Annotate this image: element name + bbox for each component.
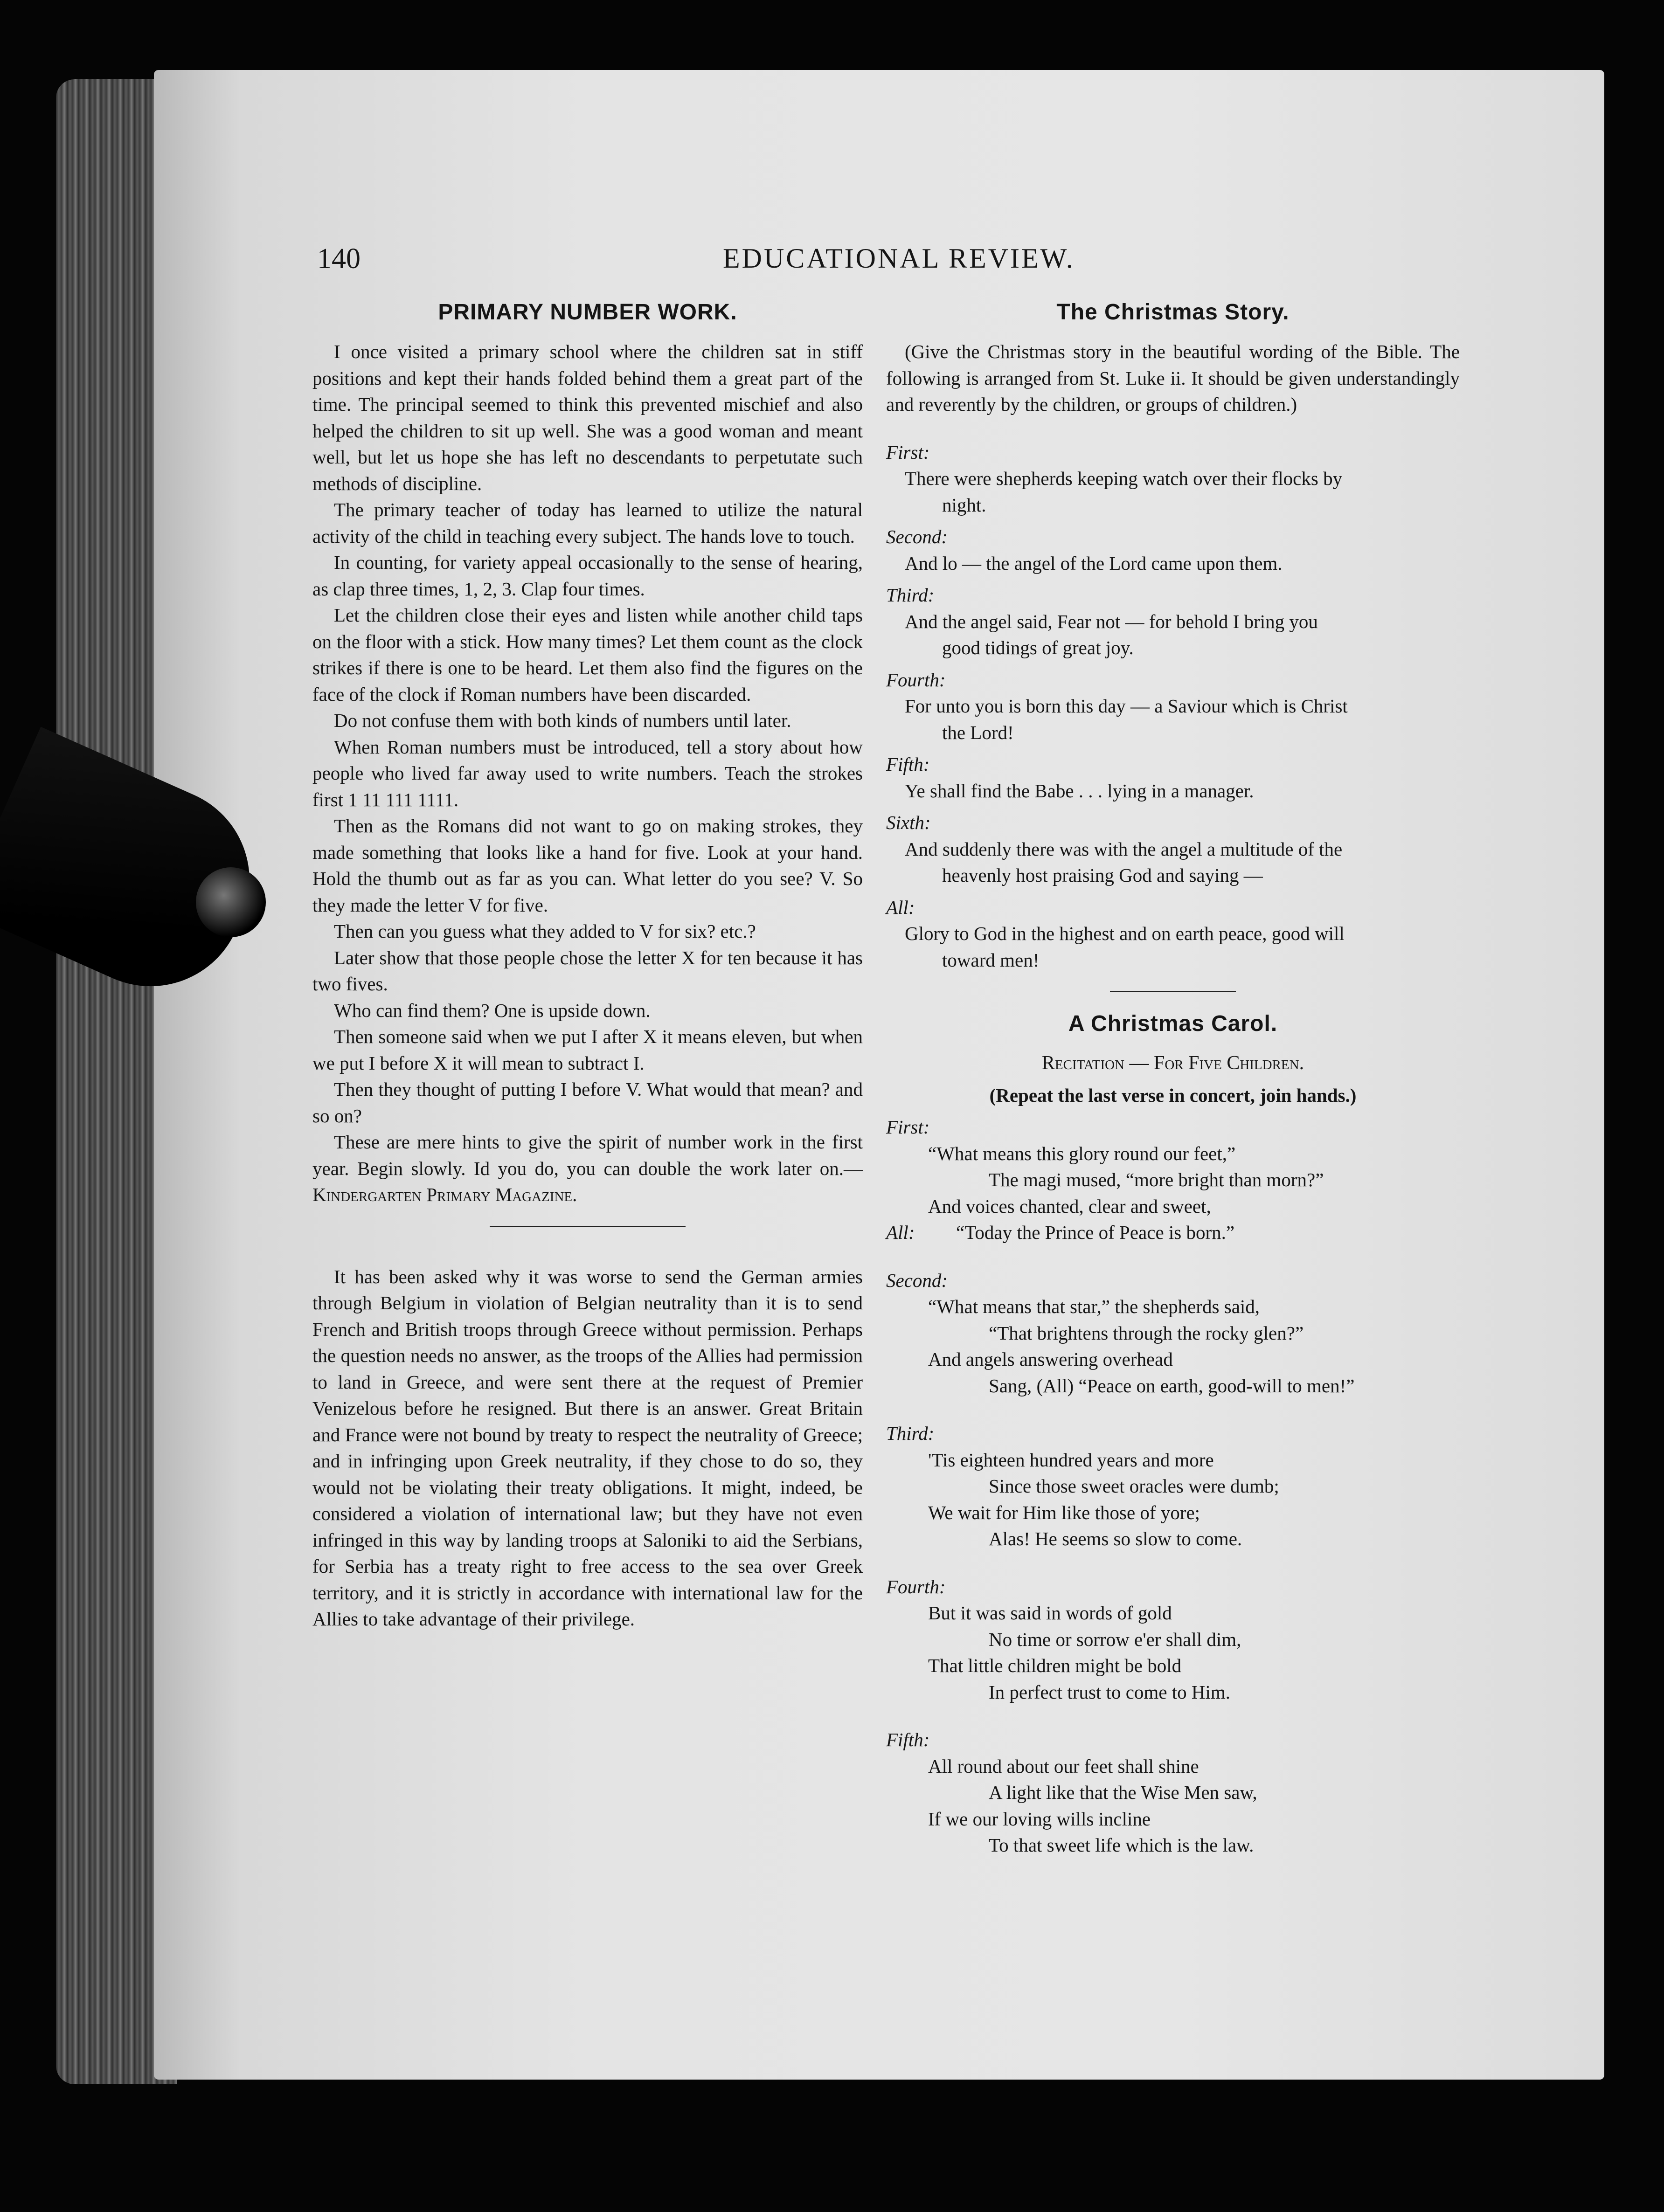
verse-line: We wait for Him like those of yore; (928, 1501, 1200, 1523)
speech-line: There were shepherds keeping watch over their flocks by (905, 468, 1343, 489)
verse-line: Since those sweet oracles were dumb; (989, 1475, 1279, 1497)
paragraph: When Roman numbers must be introduced, tell a story about how people who lived far away used to write numbers. Teach the strokes first 1 11 111 1111. (312, 736, 863, 810)
spacer (886, 1705, 1460, 1721)
verse-line: 'Tis eighteen hundred years and more (928, 1449, 1214, 1471)
speech-text (886, 836, 1460, 889)
verse-line: All round about our feet shall shine (928, 1755, 1199, 1777)
speech-line: night. (942, 494, 986, 516)
article-title-primary-number-work: PRIMARY NUMBER WORK. (438, 300, 737, 325)
speaker-label: All: (886, 896, 915, 918)
story-part (886, 667, 1460, 746)
all-label: All: (886, 1222, 915, 1243)
page-number: 140 (317, 243, 361, 275)
speaker-label: Fifth: (886, 1729, 930, 1750)
paragraph-with-source (312, 1129, 863, 1208)
article-belgium-greece: It has been asked why it was worse to send the German armies through Belgium in violation of Belgian neutrality than it is to send French and British troops through Greece without permission. Perhaps the question needs no answer, as the troops of the Allies had permission to land in Greece, and were sent there at the request of Premier Venizelous before he resigned. But there is an answer. Great Britain and France were not bound by treaty to respect the neutrality of Greece; and in infringing upon Greek neutrality, if they chose to do so, they would not be violating their treaty obligations. It might, indeed, be considered a violation of international law; but they have not even infringed in this way by landing troops at Saloniki to aid the Serbians, for Serbia has a treaty right to free access to the sea over Greek territory, and it is strictly in accordance with international law for the Allies to take advantage of their privilege. (312, 1265, 863, 1630)
story-part (886, 524, 1460, 576)
verse (886, 1447, 1460, 1552)
pen-tip (196, 867, 266, 937)
speaker-label: Sixth: (886, 812, 931, 833)
verse-line: If we our loving wills incline (928, 1808, 1151, 1830)
speaker-label: Fifth: (886, 753, 930, 775)
paragraph: Later show that those people chose the letter X for ten because it has two fives. (312, 947, 863, 995)
verse-line: In perfect trust to come to Him. (989, 1681, 1231, 1703)
verse (886, 1753, 1460, 1859)
speaker-label: Third: (886, 1423, 935, 1444)
verse-line: “That brightens through the rocky glen?” (989, 1322, 1304, 1344)
verse-line: No time or sorrow e'er shall dim, (989, 1628, 1241, 1650)
speech-line: And lo — the angel of the Lord came upon them. (905, 552, 1283, 574)
verse-line: “What means this glory round our feet,” (928, 1142, 1236, 1164)
paragraph: Who can find them? One is upside down. (334, 999, 651, 1021)
story-part (886, 582, 1460, 661)
paragraph: Then as the Romans did not want to go on making strokes, they made something that looks like a hand for five. Look at your hand. Hold the thumb out as far as you can. What letter do you see? V. So they made the letter V for five. (312, 815, 863, 916)
carol-stanza (886, 1420, 1460, 1552)
carol-stanza (886, 1727, 1460, 1859)
story-part (886, 809, 1460, 889)
verse-line: “What means that star,” the shepherds said, (928, 1296, 1260, 1317)
spacer (886, 1552, 1460, 1568)
page-content (303, 242, 1469, 1921)
carol-note: (Repeat the last verse in concert, join hands.) (989, 1084, 1357, 1106)
speech-text (886, 778, 1460, 804)
speech-line: heavenly host praising God and saying — (942, 864, 1263, 886)
speaker-label: First: (886, 441, 930, 463)
section-divider (490, 1226, 686, 1227)
article-title-christmas-carol: A Christmas Carol. (1068, 1011, 1278, 1036)
speaker-label: Fourth: (886, 669, 946, 691)
paragraph: Let the children close their eyes and listen while another child taps on the floor with a stick. How many times? Let them count as the clock strikes if there is one to be heard. Let them also find the figures on the face of the clock if Roman numbers have been discarded. (312, 604, 863, 705)
speech-line: the Lord! (942, 721, 1014, 743)
speaker-label: Second: (886, 1269, 948, 1291)
paragraph: Do not confuse them with both kinds of numbers until later. (334, 710, 791, 731)
paragraph-text: These are mere hints to give the spirit of number work in the first year. Begin slowly. Id you do, you can double the work later on.— (312, 1131, 863, 1179)
verse-line: The magi mused, “more bright than morn?” (989, 1169, 1324, 1190)
journal-title: EDUCATIONAL REVIEW. (723, 243, 1075, 274)
verse-line: That little children might be bold (928, 1655, 1182, 1676)
carol-subtitle: Recitation — For Five Children. (1041, 1052, 1304, 1074)
right-column (886, 298, 1460, 1859)
speech-line: Ye shall find the Babe . . . lying in a manager. (905, 780, 1254, 802)
verse-line: And angels answering overhead (928, 1348, 1173, 1370)
paragraph: The primary teacher of today has learned to utilize the natural activity of the child in teaching every subject. The hands love to touch. (312, 499, 863, 547)
speech-text (886, 550, 1460, 577)
paragraph: Then someone said when we put I after X it means eleven, but when we put I before X it will mean to subtract I. (312, 1026, 863, 1074)
speaker-label: Fourth: (886, 1576, 946, 1597)
carol-stanza (886, 1267, 1460, 1399)
verse-line: Sang, (All) “Peace on earth, good-will to men!” (989, 1375, 1355, 1396)
story-part (886, 751, 1460, 804)
verse-line-all (886, 1219, 1460, 1246)
speech-line: And the angel said, Fear not — for behold I bring you (905, 610, 1318, 632)
carol-stanza (886, 1574, 1460, 1706)
story-part (886, 894, 1460, 974)
spacer (886, 418, 1460, 434)
verse-line: And voices chanted, clear and sweet, (928, 1195, 1211, 1217)
article-title-christmas-story: The Christmas Story. (1056, 300, 1290, 325)
verse-line: Alas! He seems so slow to come. (989, 1528, 1242, 1549)
spacer (886, 1246, 1460, 1262)
running-head (303, 242, 1469, 280)
speaker-label: Second: (886, 526, 948, 547)
paragraph: Then can you guess what they added to V for six? etc.? (334, 920, 756, 942)
verse-line: A light like that the Wise Men saw, (989, 1782, 1257, 1803)
left-column (312, 298, 863, 1632)
speaker-label: First: (886, 1116, 930, 1138)
source-credit: Kindergarten Primary Magazine. (312, 1184, 577, 1205)
paragraph: In counting, for variety appeal occasionally to the sense of hearing, as clap three times, 1, 2, 3. Clap four times. (312, 552, 863, 600)
verse (886, 1293, 1460, 1399)
speech-line: And suddenly there was with the angel a multitude of the (905, 838, 1343, 860)
speech-line: Glory to God in the highest and on earth peace, good will (905, 923, 1345, 944)
verse (886, 1600, 1460, 1705)
paragraph: I once visited a primary school where the children sat in stiff positions and kept their hands folded behind them a great part of the time. The principal seemed to think this prevented mischief and also helped the children to sit up well. She was a good woman and meant well, but let us hope she has left no descendants to perpetutate such methods of discipline. (312, 341, 863, 494)
speaker-label: Third: (886, 584, 935, 606)
verse-line: To that sweet life which is the law. (989, 1834, 1254, 1856)
speech-text (886, 693, 1460, 746)
speech-text (886, 608, 1460, 661)
speech-line: toward men! (942, 949, 1040, 971)
story-part (886, 439, 1460, 518)
verse (886, 1141, 1460, 1246)
speech-line: For unto you is born this day — a Saviour which is Christ (905, 695, 1348, 717)
verse-line: “Today the Prince of Peace is born.” (956, 1222, 1235, 1243)
paragraph: Then they thought of putting I before V. What would that mean? and so on? (312, 1078, 863, 1127)
speech-text (886, 465, 1460, 518)
speech-text (886, 920, 1460, 973)
verse-line: But it was said in words of gold (928, 1602, 1172, 1624)
carol-stanza (886, 1114, 1460, 1246)
spacer (886, 1399, 1460, 1415)
christmas-story-intro: (Give the Christmas story in the beautiful wording of the Bible. The following is arranged from St. Luke ii. It should be given understandingly and reverently by the children, or groups of children.) (886, 341, 1460, 415)
speech-line: good tidings of great joy. (942, 637, 1134, 658)
spacer (312, 1245, 863, 1264)
section-divider (1110, 991, 1236, 992)
